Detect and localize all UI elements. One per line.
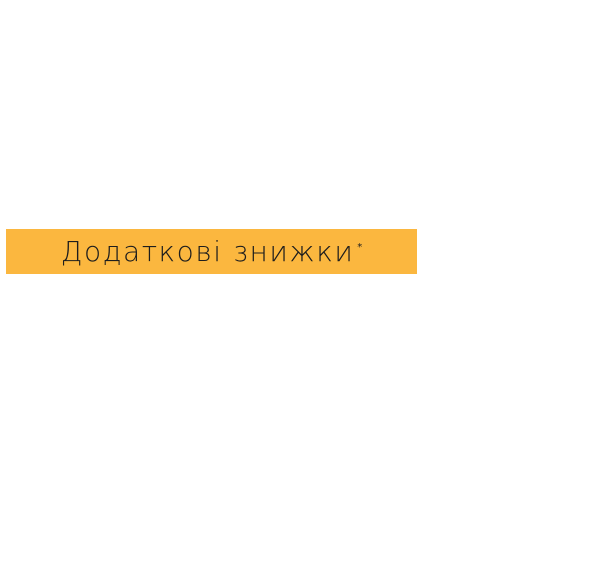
footnote-asterisk: * [357,242,363,253]
banner-title: Додаткові знижки [60,234,355,268]
discount-banner [6,229,417,274]
